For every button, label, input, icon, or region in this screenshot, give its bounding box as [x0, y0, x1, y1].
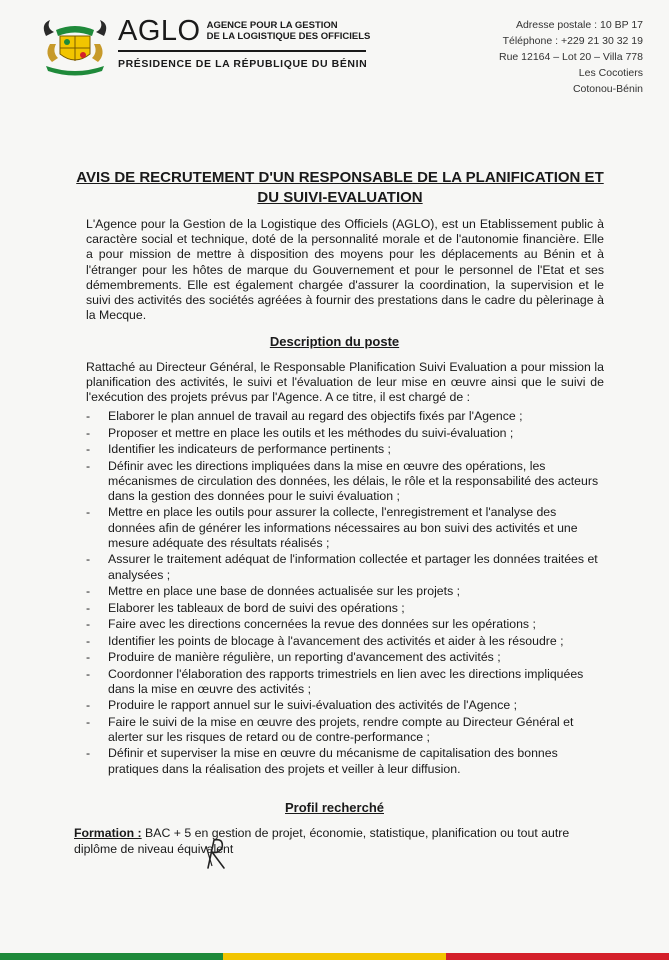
list-item [86, 426, 606, 441]
duty-text: Elaborer les tableaux de bord de suivi des opérations ; [108, 600, 405, 615]
duty-text: Assurer le traitement adéquat de l'information collectée et partager les données traitées et analysées ; [108, 552, 598, 582]
title-line1: AVIS DE RECRUTEMENT D'UN RESPONSABLE DE LA PLANIFICATION ET [76, 169, 604, 186]
agency-full-name [207, 20, 371, 42]
list-item [86, 634, 606, 649]
bullet-dash: - [86, 505, 91, 520]
duty-text: Mettre en place les outils pour assurer la collecte, l'enregistrement et l'analyse des données afin de générer les informations nécessaires au bon suivi des activités et une mesure adéquate des résultats réalisés ; [108, 505, 578, 550]
address-line: Les Cocotiers [578, 67, 643, 79]
list-item [86, 650, 606, 665]
bullet-dash: - [86, 409, 91, 423]
list-item [86, 617, 606, 632]
postal-address [499, 17, 643, 97]
flag-stripe-green [0, 953, 223, 960]
agency-brand [118, 16, 388, 70]
list-item [86, 409, 606, 424]
address-line: Rue 12164 – Lot 20 – Villa 778 [498, 51, 643, 63]
duty-text: Produire de manière régulière, un reporting d'avancement des activités ; [108, 650, 501, 665]
benin-coat-of-arms-icon [36, 14, 114, 80]
duty-text: Définir et superviser la mise en œuvre du mécanisme de capitalisation des bonnes pratiques dans la réalisation des projets et veiller à leur diffusion. [108, 746, 558, 776]
intro-paragraph: L'Agence pour la Gestion de la Logistique des Officiels (AGLO), est un Etablissement public à caractère social et technique, doté de la personnalité morale et de l'autonomie financière. Elle a pour mission de mettre à disposition des moyens pour les déplacements au Bénin et à l'étranger pour les hôtes de marque du Gouvernement et pour le personnel de l'Etat et ses démembrements. Elle est également chargée d'assurer la coordination, la supervision et le suivi des activités des sociétés agréées à fournir des prestations dans le cadre du pèlerinage à la Mecque. [86, 217, 604, 323]
formation-requirement [74, 825, 614, 857]
list-item [86, 552, 606, 582]
address-line: Cotonou-Bénin [572, 83, 643, 95]
list-item [86, 746, 606, 776]
section-title-profile: Profil recherché [285, 800, 384, 815]
list-item [86, 698, 606, 713]
bullet-dash: - [86, 584, 91, 599]
list-item [86, 715, 606, 745]
agency-name-line2: DE LA LOGISTIQUE DES OFFICIELS [206, 31, 371, 42]
list-item [86, 442, 606, 457]
section-title-description: Description du poste [269, 334, 400, 349]
duty-text: Identifier les indicateurs de performance pertinents ; [108, 442, 391, 456]
duty-text: Mettre en place une base de données actualisée sur les projets ; [108, 584, 461, 599]
duty-text: Faire le suivi de la mise en œuvre des projets, rendre compte au Directeur Général et alerter sur les risques de retard ou de contre-performance ; [108, 714, 574, 744]
flag-stripe-yellow [223, 953, 446, 960]
duty-text: Identifier les points de blocage à l'avancement des activités et aider à les résoudre ; [108, 633, 564, 648]
agency-name-line1: AGENCE POUR LA GESTION [206, 20, 338, 31]
list-item [86, 584, 606, 599]
duty-text: Produire le rapport annuel sur le suivi-évaluation des activités de l'Agence ; [108, 698, 518, 713]
list-item [86, 601, 606, 616]
national-colors-bar [0, 953, 669, 960]
duty-text: Proposer et mettre en place les outils et les méthodes du suivi-évaluation ; [108, 425, 514, 440]
bullet-dash: - [86, 600, 91, 615]
duties-list [86, 409, 606, 778]
bullet-dash: - [86, 746, 91, 761]
address-line: Téléphone : +229 21 30 32 19 [502, 35, 643, 47]
duty-text: Coordonner l'élaboration des rapports trimestriels en lien avec les directions impliquées dans la mise en œuvre des activités ; [108, 666, 584, 696]
document-title [70, 168, 610, 208]
bullet-dash: - [86, 666, 91, 681]
list-item [86, 667, 606, 697]
address-line: Adresse postale : 10 BP 17 [515, 19, 643, 31]
bullet-dash: - [86, 714, 91, 729]
duty-text: Faire avec les directions concernées la revue des données sur les opérations ; [108, 617, 536, 632]
header-divider [118, 50, 366, 52]
bullet-dash: - [86, 458, 91, 473]
list-item [86, 505, 606, 551]
bullet-dash: - [86, 698, 91, 713]
duty-text: Elaborer le plan annuel de travail au regard des objectifs fixés par l'Agence ; [108, 409, 523, 423]
bullet-dash: - [86, 552, 91, 567]
bullet-dash: - [86, 425, 91, 440]
formation-text: BAC + 5 en gestion de projet, économie, statistique, planification ou tout autre diplôme de niveau équivalent [74, 826, 570, 856]
duty-text: Définir avec les directions impliquées dans la mise en œuvre des opérations, les mécanismes de circulation des données, les délais, le rôle et la responsabilité des acteurs dans la gestion des données pour le suivi évaluation ; [108, 458, 599, 503]
bullet-dash: - [86, 617, 91, 632]
formation-label: Formation : [74, 826, 142, 840]
bullet-dash: - [86, 442, 91, 456]
agency-acronym: AGLO [118, 15, 201, 47]
title-line2: DU SUIVI-EVALUATION [257, 189, 423, 206]
bullet-dash: - [86, 650, 91, 665]
handwritten-initial-signature [202, 836, 232, 870]
bullet-dash: - [86, 633, 91, 648]
list-item [86, 459, 606, 505]
description-paragraph: Rattaché au Directeur Général, le Responsable Planification Suivi Evaluation a pour mission la planification des activités, le suivi et l'évaluation de leur mise en œuvre ainsi que le suivi de l'exécution des projets prévus par l'Agence. A ce titre, il est chargé de : [86, 360, 604, 405]
flag-stripe-red [446, 953, 669, 960]
presidency-label: PRÉSIDENCE DE LA RÉPUBLIQUE DU BÉNIN [118, 58, 368, 70]
